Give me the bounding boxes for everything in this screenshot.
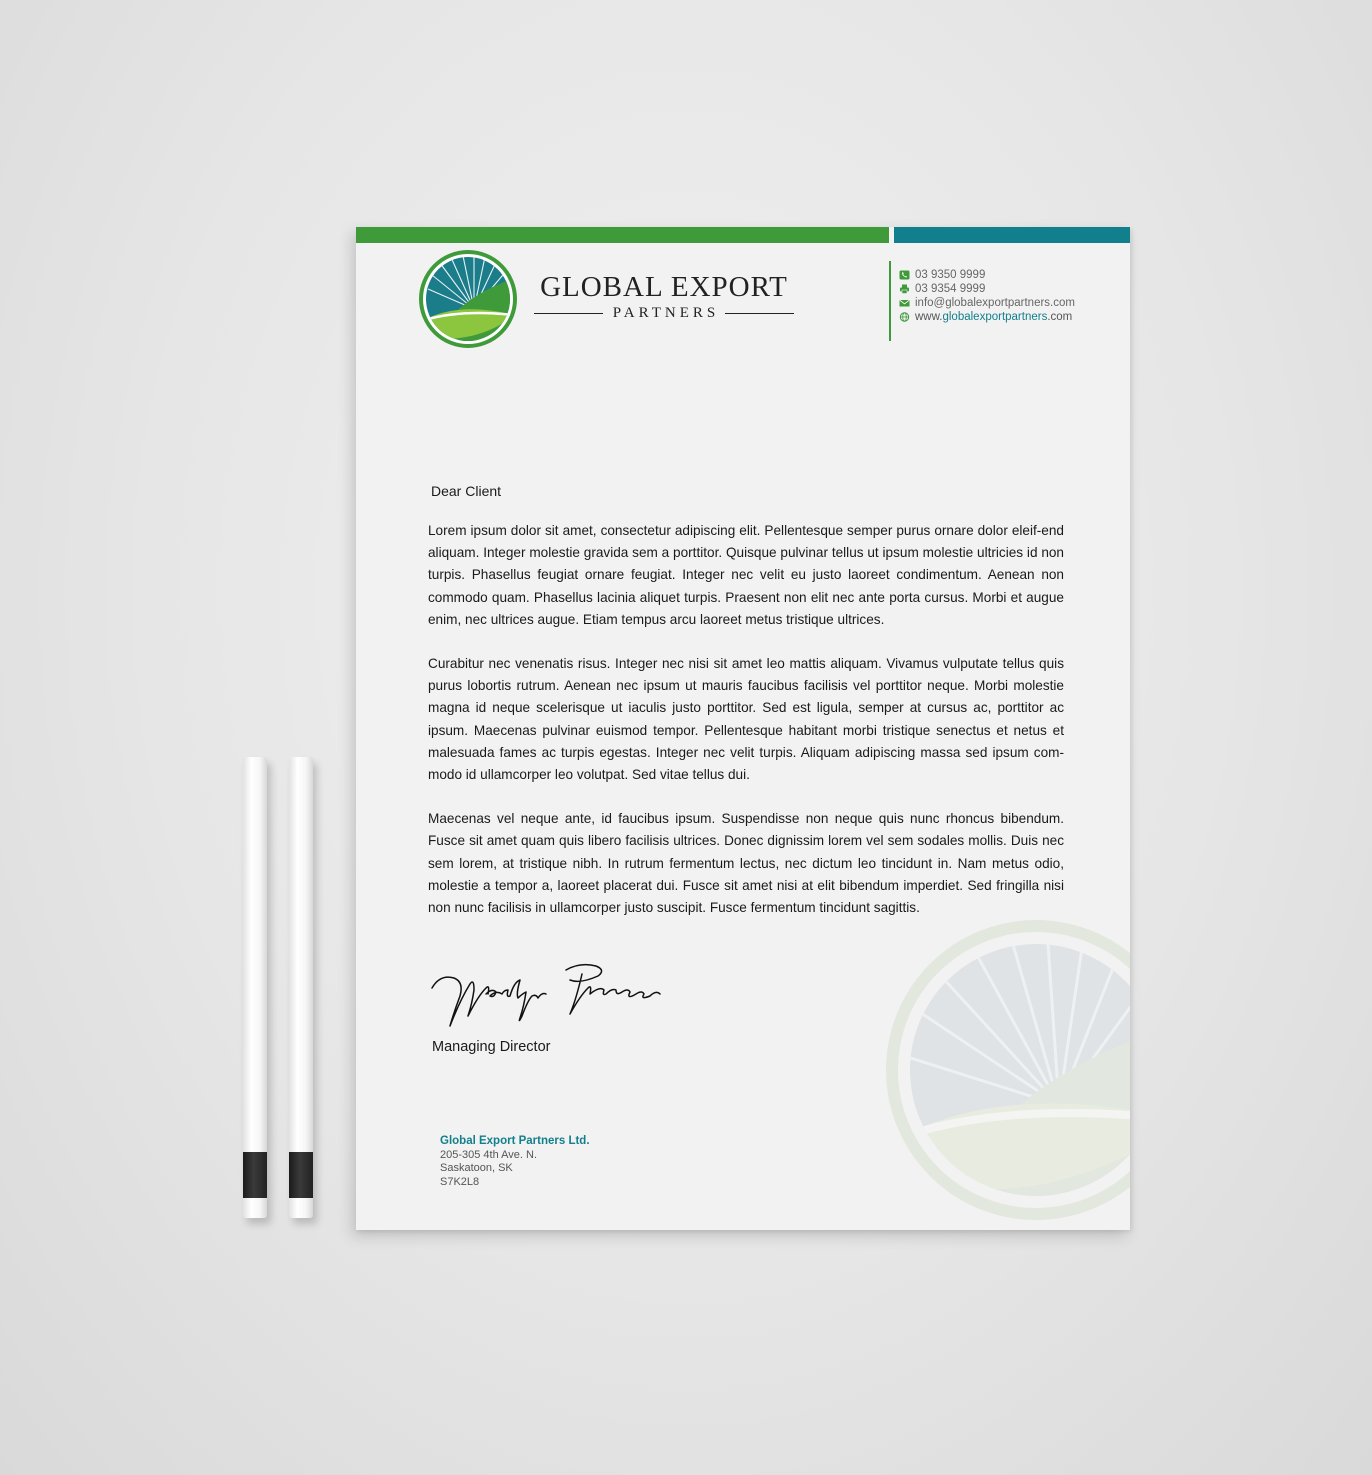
globe-icon bbox=[899, 312, 910, 322]
email-icon bbox=[899, 298, 910, 308]
footer-company: Global Export Partners Ltd. bbox=[440, 1135, 590, 1147]
contact-fax-row bbox=[899, 282, 1075, 296]
brand-sub-row bbox=[534, 306, 794, 321]
brand-name: GLOBAL EXPORT bbox=[540, 271, 788, 303]
salutation: Dear Client bbox=[431, 483, 502, 499]
footer-address bbox=[440, 1135, 590, 1189]
footer-address-line1: 205-305 4th Ave. N. bbox=[440, 1148, 538, 1161]
brand-wordmark bbox=[534, 273, 794, 321]
letter-body bbox=[428, 483, 1064, 941]
footer-address-line2: Saskatoon, SK bbox=[440, 1162, 513, 1174]
header-bar-green bbox=[356, 227, 889, 243]
contact-web-prefix: www. bbox=[915, 311, 943, 323]
contact-phone-row bbox=[899, 268, 1075, 282]
contact-block bbox=[899, 268, 1075, 324]
contact-email: info@globalexportpartners.com bbox=[915, 297, 1075, 309]
pen-left bbox=[243, 757, 267, 1218]
paragraph-1: Lorem ipsum dolor sit amet, consectetur adipiscing elit. Pellentesque semper purus ornare dolor eleif-end aliquam. Integer molestie gravida sem a porttitor. Quisque pulvinar tellus ut ipsum molestie ultricies id non turpis. Phasellus feugiat ornare feugiat. Integer nec velit eu justo laoreet condimentum. Aenean non commodo quam. Phasellus lacinia aliquet turpis. Praesent non elit nec ante porta cursus. Morbi et augue enim, nec ultrices augue. Etiam tempus arcu laoreet metus tristique ultrices. bbox=[428, 523, 1064, 627]
contact-email-row bbox=[899, 296, 1075, 310]
brand-sub: PARTNERS bbox=[612, 305, 720, 321]
phone-icon bbox=[899, 270, 910, 280]
company-logo-icon bbox=[418, 249, 518, 349]
contact-web-domain: globalexportpartners bbox=[942, 311, 1048, 323]
watermark-logo-icon bbox=[881, 915, 1130, 1225]
pen-right bbox=[289, 757, 313, 1218]
signer-title: Managing Director bbox=[432, 1039, 551, 1055]
contact-web-suffix: .com bbox=[1047, 311, 1073, 323]
contact-web-row bbox=[899, 310, 1075, 324]
contact-fax: 03 9354 9999 bbox=[915, 283, 986, 295]
paragraph-2: Curabitur nec venenatis risus. Integer nec nisi sit amet leo mattis aliquam. Vivamus vulputate tellus quis purus lobortis rutrum. Aenean nec ipsum ut mauris faucibus facilisis vel porttitor neque. Morbi molestie magna id neque scelerisque ut iaculis justo porttitor. Sed est ligula, semper at cursus ac, porttitor ac ipsum. Maecenas pulvinar euismod tempor. Pellentesque habitant morbi tristique senectus et netus et malesuada fames ac turpis egestas. Integer nec velit turpis. Aliquam adipiscing massa sed ipsum com-modo id ullamcorper leo volutpat. Sed vitae tellus dui. bbox=[428, 656, 1064, 783]
letterhead-paper bbox=[356, 227, 1130, 1230]
pen-band bbox=[243, 1152, 267, 1198]
footer-postal-code: S7K2L8 bbox=[440, 1175, 480, 1188]
handwritten-signature bbox=[430, 960, 662, 1035]
contact-divider bbox=[889, 261, 891, 341]
brand-rule-right bbox=[725, 313, 794, 315]
brand-rule-left bbox=[534, 313, 603, 315]
contact-phone: 03 9350 9999 bbox=[915, 269, 986, 281]
fax-icon bbox=[899, 284, 910, 294]
header-bar-teal bbox=[894, 227, 1130, 243]
paragraph-3: Maecenas vel neque ante, id faucibus ipsum. Suspendisse non neque quis nunc rhoncus bibendum. Fusce sit amet quam quis libero facilisis ultrices. Donec dignissim lorem vel sem sodales mollis. Duis nec sem lorem, at tristique nibh. In rutrum fermentum lectus, nec dictum leo tincidunt in. Nam metus odio, molestie a tempor a, laoreet placerat dui. Fusce sit amet nisi at elit bibendum imperdiet. Sed fringilla nisi non nunc facilisis in ullamcorper justo suscipit. Fusce fermentum tincidunt sagittis. bbox=[428, 811, 1064, 916]
pen-band bbox=[289, 1152, 313, 1198]
